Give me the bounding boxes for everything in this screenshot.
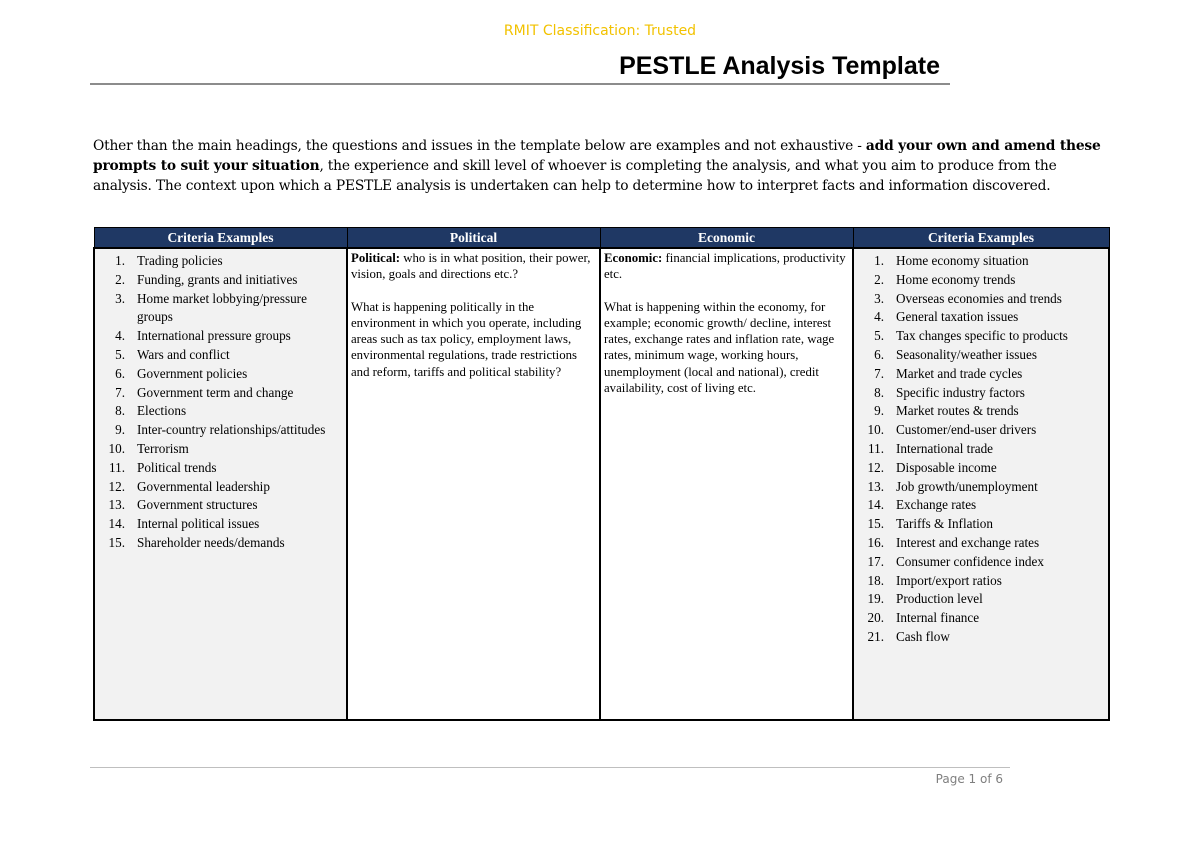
economic-body: What is happening within the economy, for example; economic growth/ decline, interest rates, exchange rates and inflation rate, wage rates, minimum wage, working hours, unemployment (local and national), credit availability, cost of living etc. <box>604 299 835 396</box>
list-item-text: Tariffs & Inflation <box>896 516 993 532</box>
list-item <box>95 402 342 421</box>
list-item <box>95 327 342 346</box>
list-item-number: 11. <box>109 459 125 475</box>
list-item-text: Tax changes specific to products <box>896 328 1068 344</box>
list-item-text: Market routes & trends <box>896 403 1019 419</box>
political-lead <box>351 250 596 283</box>
list-item-number: 1. <box>115 253 125 268</box>
list-item <box>854 271 1104 290</box>
list-item-text: Government policies <box>137 365 248 381</box>
list-item <box>854 290 1104 309</box>
list-item <box>95 440 342 459</box>
list-item-number: 15. <box>108 534 125 550</box>
list-item-number: 20. <box>867 610 884 626</box>
list-item <box>854 590 1104 609</box>
intro-paragraph <box>93 136 1103 196</box>
list-item <box>854 609 1104 628</box>
list-item-number: 8. <box>115 403 125 419</box>
list-item <box>95 384 342 403</box>
list-item-text: Market and trade cycles <box>896 365 1023 381</box>
page-number: Page 1 of 6 <box>935 772 1003 786</box>
list-item-text: Terrorism <box>137 440 189 456</box>
list-item-number: 14. <box>867 497 884 513</box>
list-item-text: Government structures <box>137 497 258 513</box>
list-item <box>854 440 1104 459</box>
list-item-text: Exchange rates <box>896 497 977 513</box>
header-criteria-right: Criteria Examples <box>853 228 1109 249</box>
list-item-number: 18. <box>867 572 884 588</box>
list-item <box>854 553 1104 572</box>
list-item-text: Shareholder needs/demands <box>137 534 285 550</box>
list-item <box>95 496 342 515</box>
header-economic: Economic <box>600 228 853 249</box>
list-item-text: Funding, grants and initiatives <box>137 271 298 287</box>
list-item <box>95 534 342 553</box>
list-item-number: 13. <box>867 478 884 494</box>
list-item-number: 21. <box>867 628 884 644</box>
list-item <box>95 271 342 290</box>
list-item-text: Home economy trends <box>896 271 1016 287</box>
list-item <box>854 534 1104 553</box>
list-item-number: 5. <box>874 328 884 344</box>
list-item-text: Inter-country relationships/attitudes <box>137 422 326 438</box>
list-item-number: 11. <box>868 440 884 456</box>
list-item-text: Elections <box>137 403 187 419</box>
list-item <box>95 421 342 440</box>
list-item-number: 13. <box>108 497 125 513</box>
list-item-number: 7. <box>115 384 125 400</box>
list-item-number: 12. <box>108 478 125 494</box>
list-item-text: Political trends <box>137 459 217 475</box>
list-item <box>95 252 342 271</box>
list-item <box>854 421 1104 440</box>
list-item-text: Interest and exchange rates <box>896 534 1040 550</box>
list-item <box>854 515 1104 534</box>
pestle-table <box>93 227 1110 721</box>
list-item-text: Disposable income <box>896 459 997 475</box>
title-divider <box>90 83 950 85</box>
list-item-number: 12. <box>867 459 884 475</box>
list-item <box>854 496 1104 515</box>
list-item-number: 19. <box>867 591 884 607</box>
list-item-text: Home market lobbying/pressure groups <box>137 290 307 325</box>
list-item <box>854 478 1104 497</box>
list-item <box>854 459 1104 478</box>
list-item <box>854 327 1104 346</box>
political-criteria-cell[interactable] <box>94 248 347 720</box>
economic-criteria-cell[interactable] <box>853 248 1109 720</box>
list-item-number: 6. <box>874 346 884 362</box>
economic-lead-text: financial implications, productivity etc. <box>604 251 846 282</box>
list-item-text: Internal political issues <box>137 516 260 532</box>
classification-label: RMIT Classification: Trusted <box>503 23 697 39</box>
list-item-number: 7. <box>874 365 884 381</box>
list-item-text: International trade <box>896 440 994 456</box>
list-item-text: Internal finance <box>896 610 980 626</box>
list-item <box>854 384 1104 403</box>
footer-divider <box>90 767 1010 768</box>
page-title: PESTLE Analysis Template <box>619 52 940 80</box>
list-item-number: 4. <box>115 328 125 344</box>
list-item <box>95 346 342 365</box>
list-item-number: 5. <box>115 346 125 362</box>
list-item <box>854 628 1104 647</box>
list-item-number: 14. <box>108 516 125 532</box>
list-item-number: 10. <box>108 440 125 456</box>
list-item-number: 4. <box>874 309 884 325</box>
list-item-text: International pressure groups <box>137 328 291 344</box>
list-item-number: 10. <box>867 422 884 438</box>
list-item-number: 9. <box>874 403 884 419</box>
list-item-number: 3. <box>874 290 884 306</box>
political-cell[interactable] <box>347 248 600 720</box>
list-item <box>854 572 1104 591</box>
list-item <box>854 252 1104 271</box>
list-item-text: Job growth/unemployment <box>896 478 1038 494</box>
table-body-row <box>94 248 1109 720</box>
list-item-text: Cash flow <box>896 628 950 644</box>
political-lead-label: Political: <box>351 251 401 265</box>
list-item <box>95 459 342 478</box>
list-item-text: Government term and change <box>137 384 294 400</box>
list-item-number: 16. <box>867 534 884 550</box>
economic-lead-label: Economic: <box>604 251 663 265</box>
intro-text-2: , the experience and skill level of whoever is completing the analysis, and what you aim to produce from the analysis. The context upon which a PESTLE analysis is undertaken can help to determine how to interpret facts and information discovered. <box>93 158 1057 194</box>
economic-cell[interactable] <box>600 248 853 720</box>
list-item-number: 2. <box>115 271 125 287</box>
list-item-text: Wars and conflict <box>137 346 230 362</box>
list-item-number: 15. <box>867 516 884 532</box>
economic-lead <box>604 250 849 283</box>
list-item <box>95 365 342 384</box>
intro-text-1: Other than the main headings, the questions and issues in the template below are examples and not exhaustive - <box>93 138 866 154</box>
table-header-row <box>94 228 1109 249</box>
list-item-number: 2. <box>874 271 884 287</box>
political-criteria-list <box>95 249 346 553</box>
list-item-text: General taxation issues <box>896 309 1019 325</box>
list-item <box>854 402 1104 421</box>
list-item <box>854 308 1104 327</box>
list-item <box>95 478 342 497</box>
list-item <box>95 290 342 328</box>
list-item-number: 8. <box>874 384 884 400</box>
list-item-number: 6. <box>115 365 125 381</box>
political-lead-text: who is in what position, their power, vision, goals and directions etc.? <box>351 251 591 282</box>
list-item-text: Home economy situation <box>896 253 1029 268</box>
header-criteria-left: Criteria Examples <box>94 228 347 249</box>
list-item <box>854 346 1104 365</box>
list-item-number: 17. <box>867 553 884 569</box>
list-item-number: 1. <box>874 253 884 268</box>
list-item-text: Consumer confidence index <box>896 553 1044 569</box>
header-political: Political <box>347 228 600 249</box>
list-item-text: Overseas economies and trends <box>896 290 1062 306</box>
list-item-number: 3. <box>115 290 125 306</box>
list-item-text: Governmental leadership <box>137 478 270 494</box>
list-item-text: Trading policies <box>137 253 223 268</box>
intro-emphasis: add your own and amend these prompts to suit your situation <box>93 138 1101 174</box>
political-body: What is happening politically in the environment in which you operate, including areas such as tax policy, employment laws, environmental regulations, trade restrictions and reform, tariffs and political stability? <box>351 299 582 379</box>
list-item-text: Production level <box>896 591 983 607</box>
list-item-text: Customer/end-user drivers <box>896 422 1037 438</box>
list-item <box>95 515 342 534</box>
list-item-text: Import/export ratios <box>896 572 1002 588</box>
economic-criteria-list <box>854 249 1108 647</box>
list-item-text: Specific industry factors <box>896 384 1025 400</box>
list-item <box>854 365 1104 384</box>
list-item-text: Seasonality/weather issues <box>896 346 1037 362</box>
list-item-number: 9. <box>115 422 125 438</box>
